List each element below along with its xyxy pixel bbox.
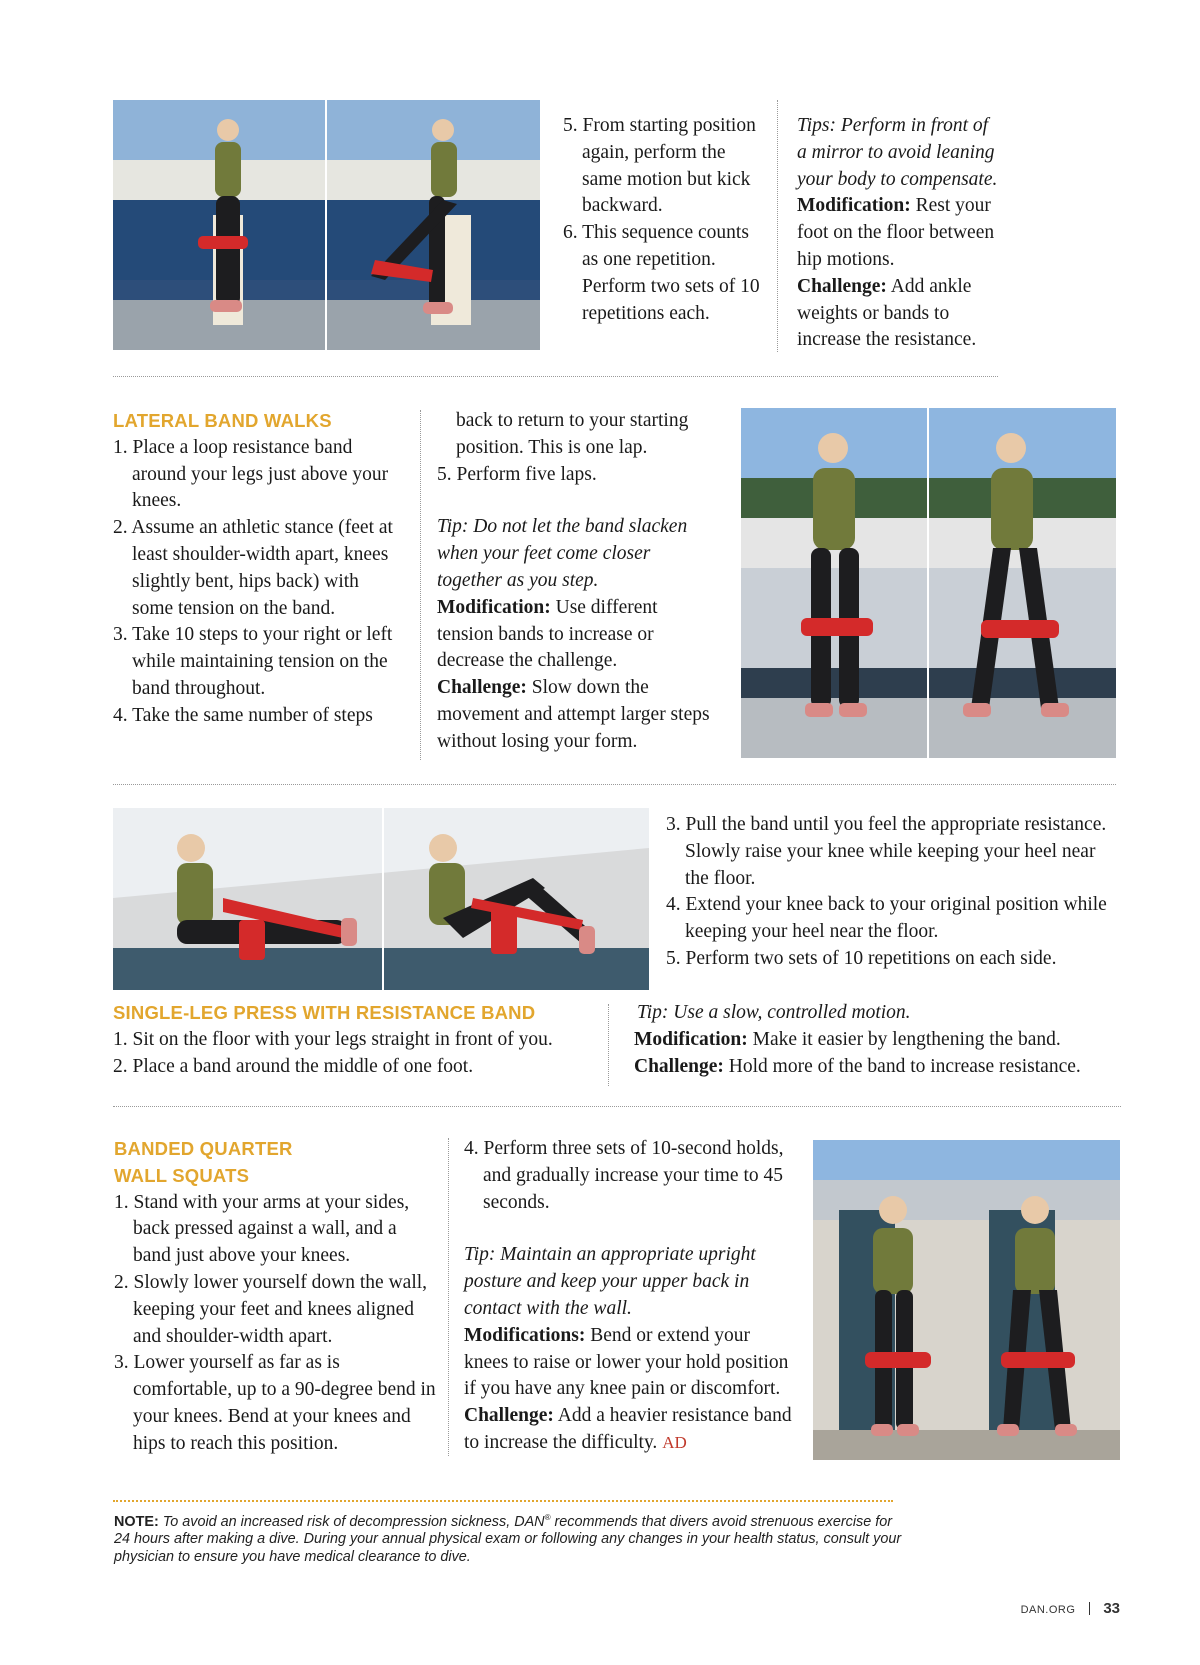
challenge-text: Challenge: Add a heavier resistance band to increase the difficulty. AD	[464, 1405, 792, 1453]
section3-steps-right	[666, 812, 1116, 973]
photo-standing-hip-kick	[113, 100, 540, 350]
modification-text: Modification: Use different tension bands to increase or decrease the challenge.	[437, 596, 658, 672]
photo-wall-squats	[813, 1140, 1120, 1460]
modification-text: Modifications: Bend or extend your knees to raise or lower your hold position if you have any knee pain or discomfort.	[464, 1324, 789, 1400]
list-item: 5. From starting position again, perform the same motion but kick backward.	[563, 115, 756, 217]
section-heading: SINGLE-LEG PRESS WITH RESISTANCE BAND	[113, 1002, 536, 1023]
heading-line: BANDED QUARTER	[114, 1138, 293, 1159]
challenge-text: Challenge: Add ankle weights or bands to increase the resistance.	[797, 275, 977, 351]
list-item: 4. Perform three sets of 10-second holds, and gradually increase your time to 45 seconds.	[464, 1138, 784, 1213]
list-item: 2. Slowly lower yourself down the wall, keeping your feet and knees aligned and shoulder-width apart.	[114, 1271, 428, 1347]
column-divider	[777, 100, 778, 352]
section-heading	[114, 1136, 439, 1190]
footer-separator	[1089, 1602, 1090, 1615]
list-item: 1. Stand with your arms at your sides, back pressed against a wall, and a band just above your knees.	[114, 1191, 410, 1267]
column-divider	[448, 1138, 449, 1456]
section-divider	[113, 1106, 1121, 1107]
continued-step: back to return to your starting position. This is one lap.	[456, 410, 689, 458]
list-item: 1. Sit on the floor with your legs straight in front of you.	[113, 1028, 553, 1050]
list-item: 3. Pull the band until you feel the appropriate resistance. Slowly raise your knee while keeping your heel near the floor.	[666, 814, 1107, 889]
decompression-note	[114, 1509, 904, 1567]
section2-left-column	[113, 408, 403, 730]
tip-text: Tip: Use a slow, controlled motion.	[637, 1002, 911, 1023]
list-item: 2. Assume an athletic stance (feet at least shoulder-width apart, knees slightly bent, hips back) with some tension on the band.	[113, 517, 393, 619]
note-text: To avoid an increased risk of decompression sickness, DAN® recommends that divers avoid strenuous exercise for 24 hours after making a dive. During your annual physical exam or following any changes in your health status, consult your physician to ensure you have medical clearance to dive.	[114, 1513, 902, 1565]
tip-text: Tips: Perform in front of a mirror to avoid leaning your body to compensate.	[797, 115, 998, 190]
photo-lateral-band-walk	[741, 408, 1116, 758]
photo-single-leg-press	[113, 808, 649, 990]
page-footer	[1010, 1600, 1120, 1618]
list-item: 4. Extend your knee back to your original position while keeping your heel near the floor.	[666, 894, 1107, 943]
list-item: 4. Take the same number of steps	[113, 704, 373, 726]
modification-text: Modification: Make it easier by lengthening the band.	[634, 1028, 1061, 1050]
footer-site: DAN.ORG	[1020, 1604, 1076, 1616]
section4-left-column	[114, 1136, 439, 1458]
section1-steps-column	[563, 113, 768, 327]
list-item: 5. Perform two sets of 10 repetitions on each side.	[666, 947, 1057, 969]
challenge-text: Challenge: Hold more of the band to increase resistance.	[634, 1055, 1081, 1077]
note-divider	[113, 1500, 893, 1502]
tip-text: Tip: Maintain an appropriate upright posture and keep your upper back in contact with the wall.	[464, 1244, 756, 1319]
section-divider	[113, 376, 998, 377]
challenge-text: Challenge: Slow down the movement and attempt larger steps without losing your form.	[437, 677, 710, 752]
end-mark: AD	[662, 1432, 687, 1452]
section-divider	[113, 784, 1116, 785]
list-item: 3. Take 10 steps to your right or left while maintaining tension on the band throughout.	[113, 624, 393, 699]
column-divider	[420, 410, 421, 760]
column-divider	[608, 1004, 609, 1086]
section3-left-column	[113, 1000, 593, 1080]
list-item: 1. Place a loop resistance band around your legs just above your knees.	[113, 436, 389, 512]
list-item: 2. Place a band around the middle of one foot.	[113, 1055, 474, 1077]
list-item: 3. Lower yourself as far as is comfortable, up to a 90-degree bend in your knees. Bend at your knees and hips to reach this position.	[114, 1352, 436, 1454]
section2-middle-column	[437, 408, 717, 756]
list-item: 5. Perform five laps.	[437, 463, 597, 485]
section-heading: LATERAL BAND WALKS	[113, 410, 332, 431]
section1-tips-column	[797, 113, 1002, 354]
tip-text: Tip: Do not let the band slacken when your feet come closer together as you step.	[437, 516, 688, 591]
section4-middle-column	[464, 1136, 794, 1457]
note-label: NOTE:	[114, 1513, 159, 1530]
list-item: 6. This sequence counts as one repetition. Perform two sets of 10 repetitions each.	[563, 222, 760, 324]
page-number: 33	[1103, 1600, 1120, 1617]
heading-line: WALL SQUATS	[114, 1164, 250, 1186]
modification-text: Modification: Rest your foot on the floor between hip motions.	[797, 195, 995, 270]
section3-tips-column	[634, 1000, 1114, 1080]
